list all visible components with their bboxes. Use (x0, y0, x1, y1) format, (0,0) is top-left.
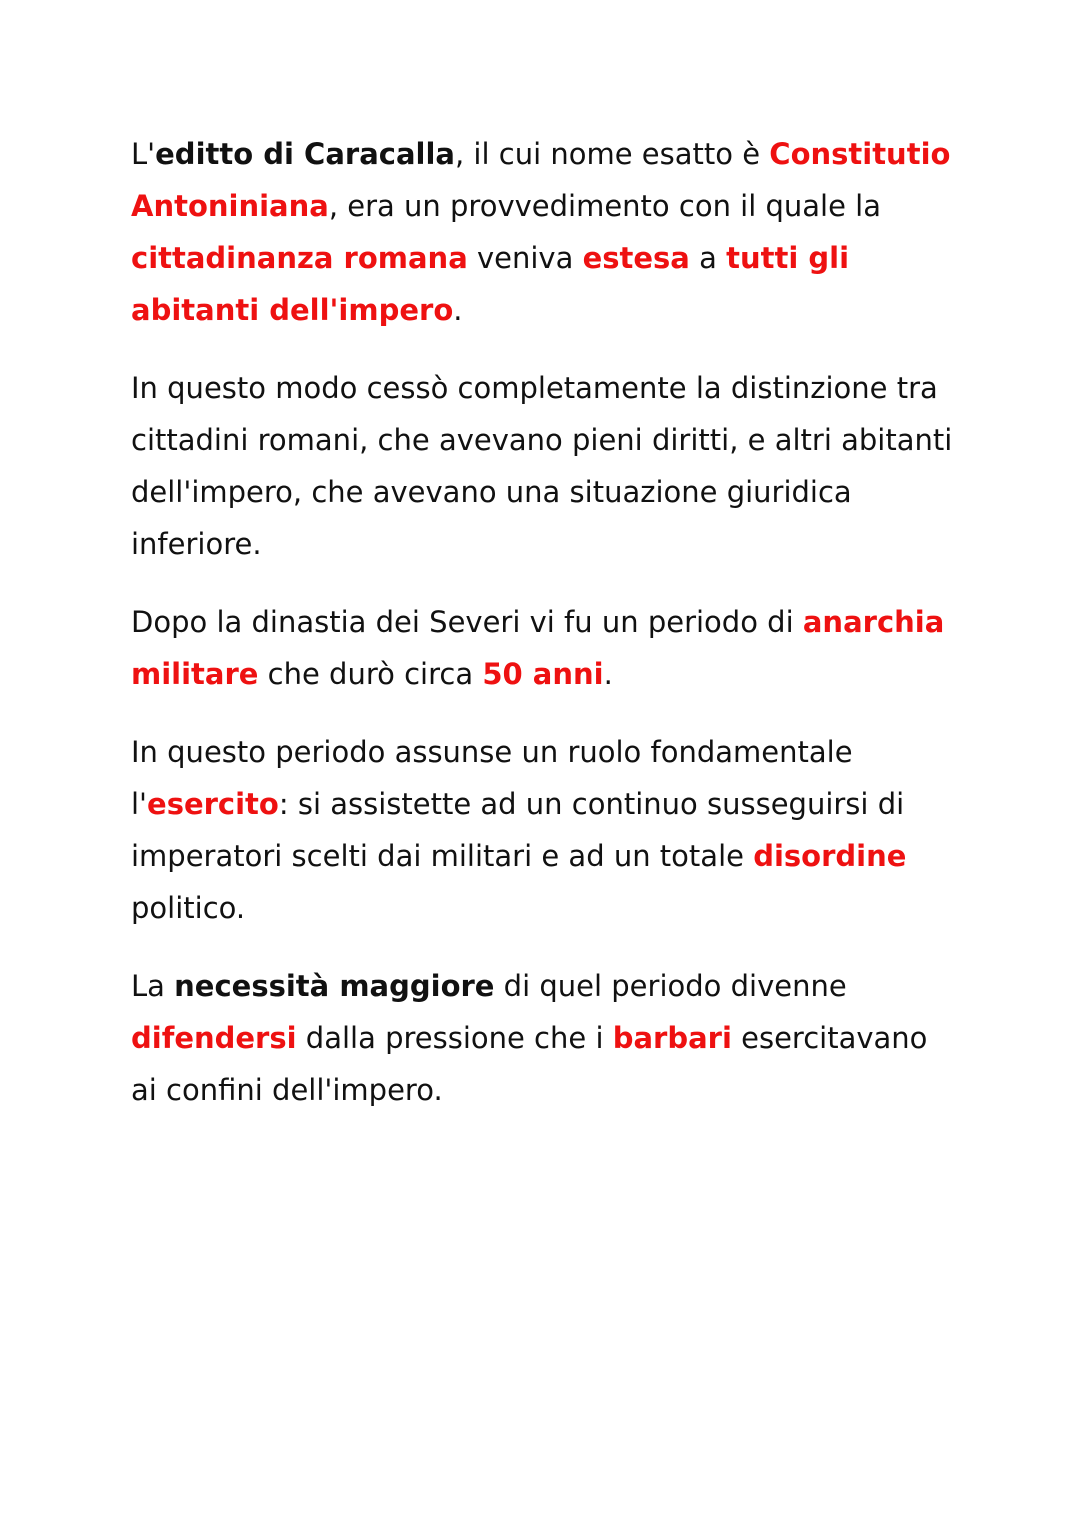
paragraph-editto (131, 128, 961, 336)
text-segment: che durò circa (258, 657, 483, 691)
term-50-anni: 50 anni (482, 657, 604, 691)
document-body (131, 128, 961, 1142)
term-tutti-gli-abitanti: tutti gli abitanti dell'impero (131, 241, 850, 327)
text-segment: dalla pressione che i (296, 1021, 613, 1055)
text-segment: . (603, 657, 613, 691)
text-segment: La (131, 969, 175, 1003)
text-segment: , il cui nome esatto è (454, 137, 770, 171)
text-segment: In questo periodo assunse un ruolo fondamentale l' (131, 735, 853, 821)
term-cittadinanza-romana: cittadinanza romana (131, 241, 468, 275)
paragraph-barbari (131, 960, 961, 1116)
paragraph-esercito (131, 726, 961, 934)
term-estesa: estesa (582, 241, 690, 275)
text-segment: . (453, 293, 463, 327)
text-segment: : si assistette ad un continuo susseguirsi di imperatori scelti dai militari e ad un totale (131, 787, 905, 873)
text-segment: Dopo la dinastia dei Severi vi fu un periodo di (131, 605, 803, 639)
paragraph-anarchia (131, 596, 961, 700)
term-anarchia-militare: anarchia militare (131, 605, 945, 691)
text-segment: a (689, 241, 727, 275)
term-constitutio-antoniniana: Constitutio Antoniniana (131, 137, 951, 223)
text-segment: In questo modo cessò completamente la distinzione tra cittadini romani, che avevano pieni diritti, e altri abitanti dell'impero, che avevano una situazione giuridica inferiore. (131, 371, 953, 561)
term-barbari: barbari (612, 1021, 732, 1055)
text-segment: L' (131, 137, 156, 171)
term-necessita-maggiore: necessità maggiore (174, 969, 495, 1003)
term-disordine: disordine (753, 839, 907, 873)
text-segment: , era un provvedimento con il quale la (328, 189, 882, 223)
term-difendersi: difendersi (131, 1021, 297, 1055)
text-segment: esercitavano ai confini dell'impero. (131, 1021, 928, 1107)
term-editto-di-caracalla: editto di Caracalla (155, 137, 455, 171)
text-segment: veniva (467, 241, 583, 275)
text-segment: di quel periodo divenne (494, 969, 847, 1003)
text-segment: politico. (131, 891, 246, 925)
term-esercito: esercito (147, 787, 279, 821)
paragraph-distinzione (131, 362, 961, 570)
